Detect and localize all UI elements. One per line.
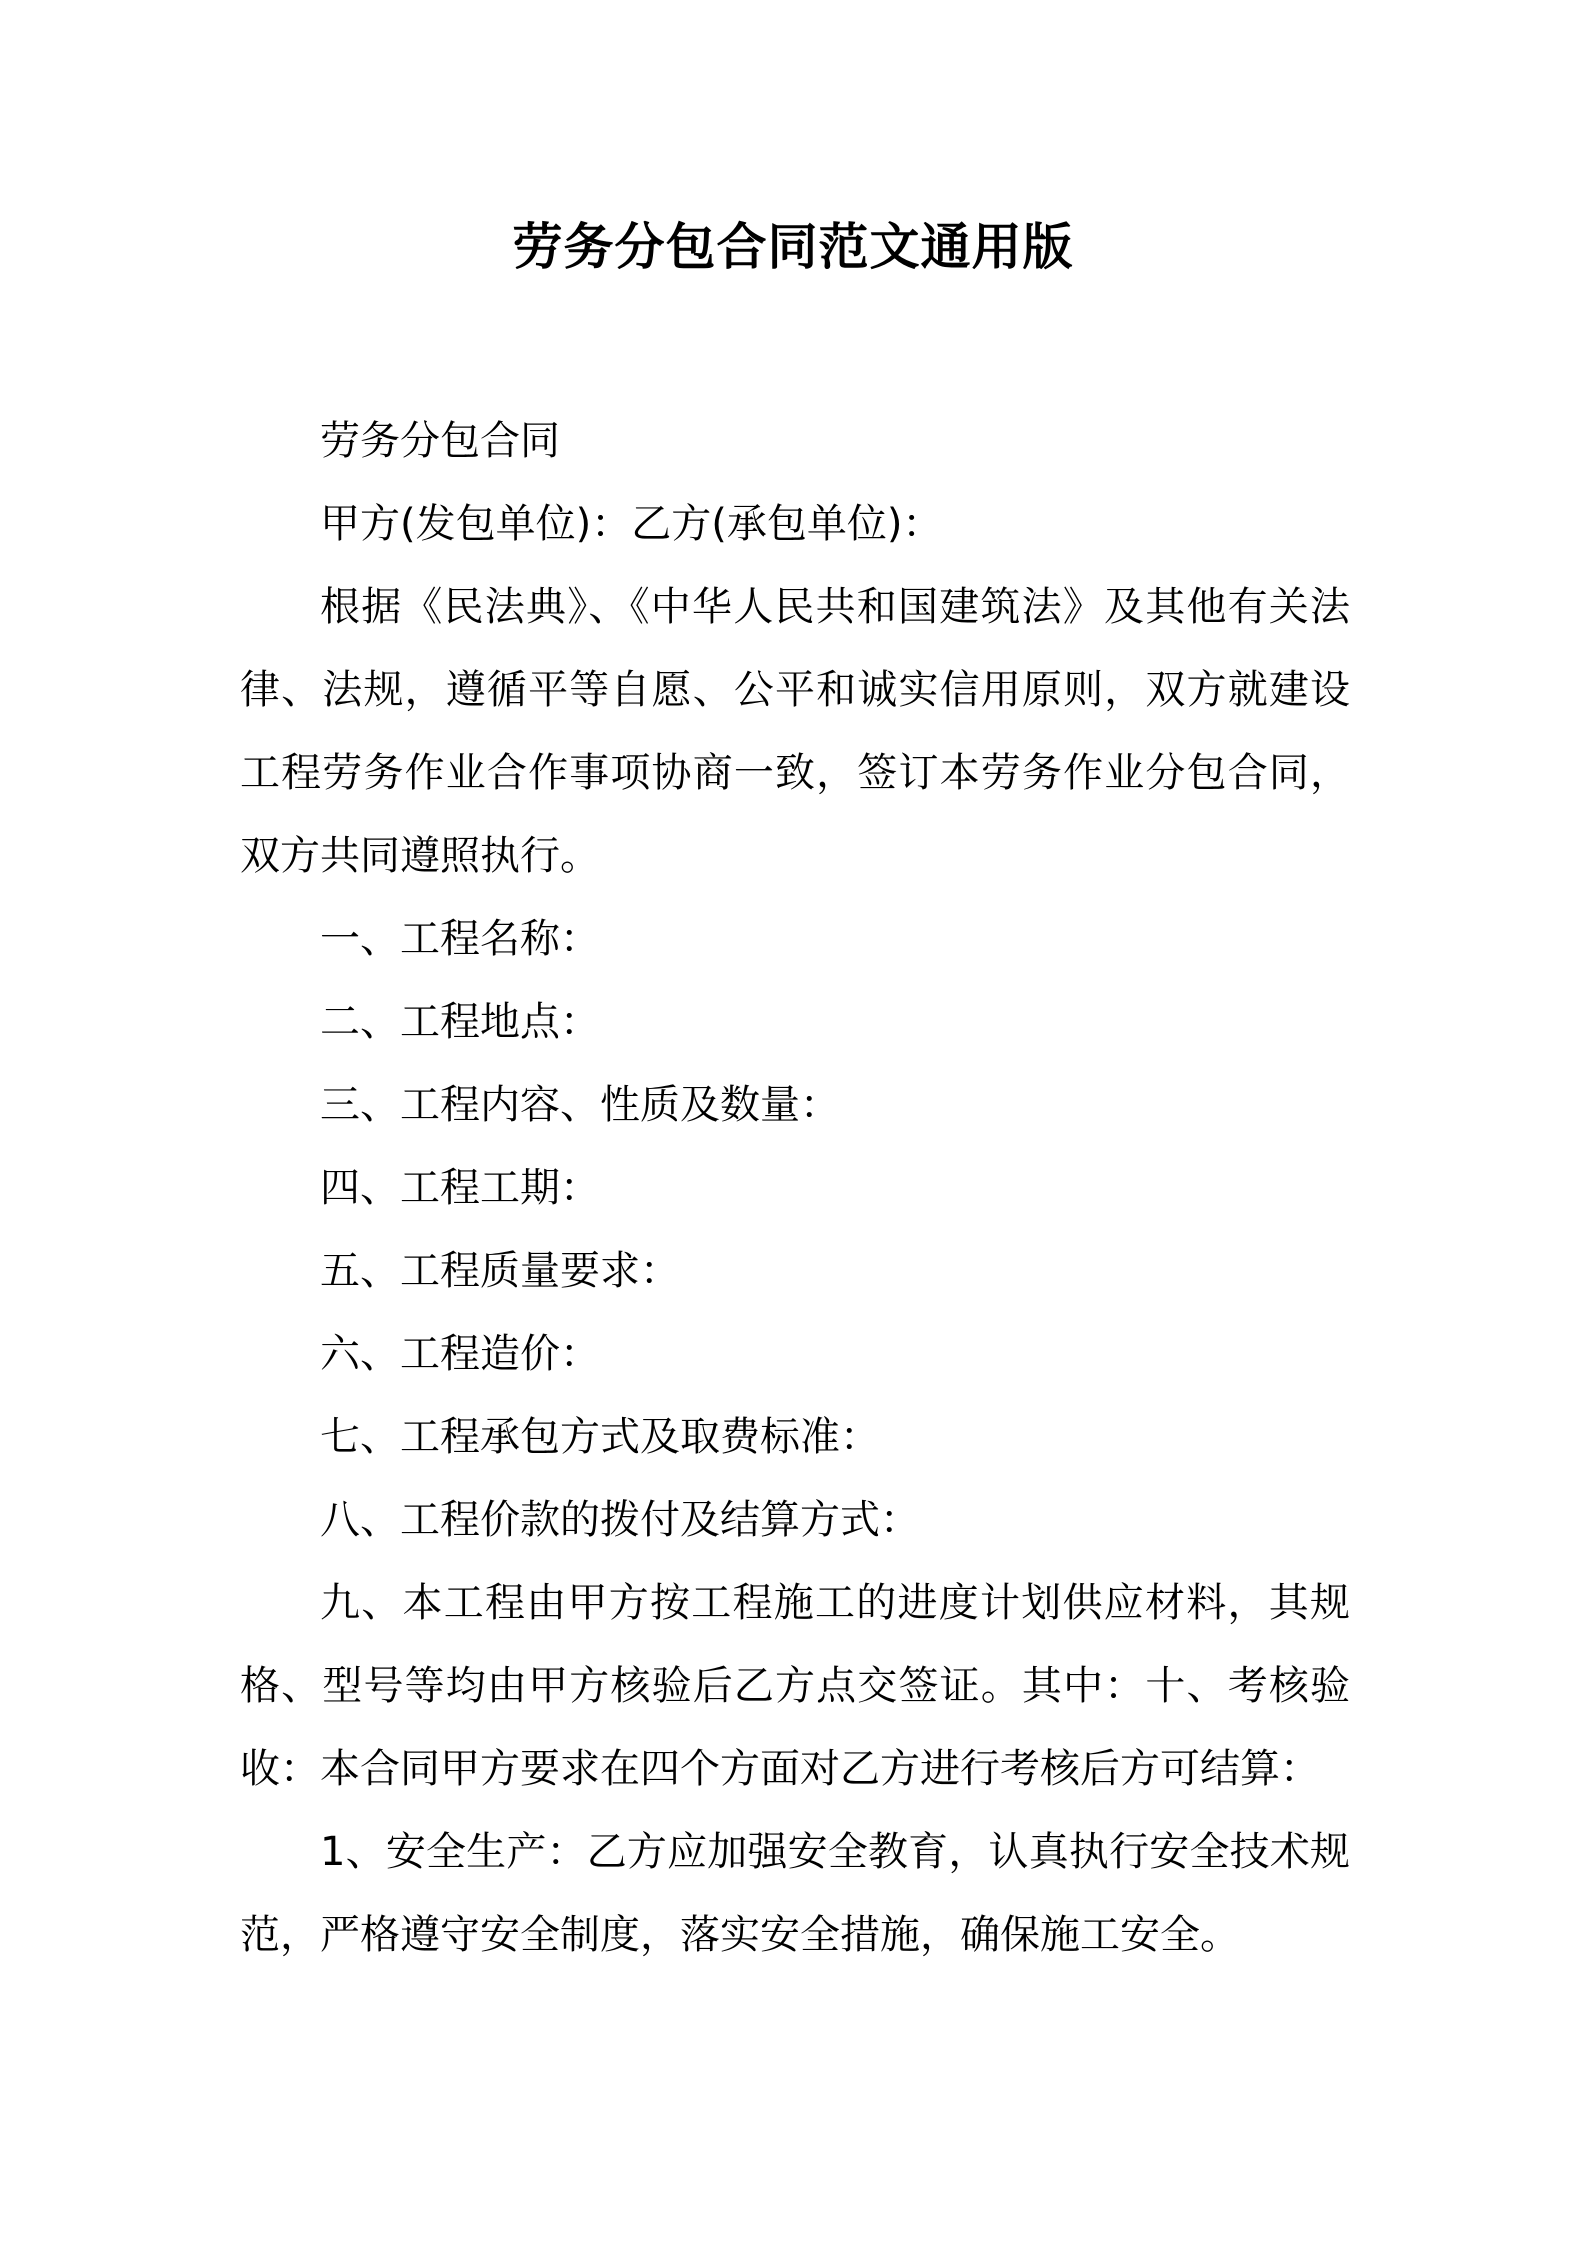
clause-contract-method: 七、工程承包方式及取费标准： (320, 1414, 880, 1460)
clause-payment-settlement: 八、工程价款的拨付及结算方式： (320, 1497, 920, 1543)
clause-project-period: 四、工程工期： (320, 1165, 600, 1211)
document-body (240, 400, 1350, 1977)
clause-quality-requirements: 五、工程质量要求： (320, 1248, 680, 1294)
contract-heading: 劳务分包合同 (320, 418, 560, 464)
clause-project-content: 三、工程内容、性质及数量： (320, 1082, 840, 1128)
clause-project-location: 二、工程地点： (320, 999, 600, 1045)
clause-materials-supply: 九、本工程由甲方按工程施工的进度计划供应材料，其规格、型号等均由甲方核验后乙方点交签证。其中：十、考核验收：本合同甲方要求在四个方面对乙方进行考核后方可结算： (240, 1580, 1350, 1792)
clause-project-cost: 六、工程造价： (320, 1331, 600, 1377)
clause-safety-production: 1、安全生产：乙方应加强安全教育，认真执行安全技术规范，严格遵守安全制度，落实安全措施，确保施工安全。 (240, 1829, 1350, 1958)
parties-line: 甲方(发包单位)：乙方(承包单位)： (320, 501, 943, 547)
clause-project-name: 一、工程名称： (320, 916, 600, 962)
preamble-paragraph: 根据《民法典》、《中华人民共和国建筑法》及其他有关法律、法规，遵循平等自愿、公平和诚实信用原则，双方就建设工程劳务作业合作事项协商一致，签订本劳务作业分包合同，双方共同遵照执行。 (240, 584, 1350, 879)
document-title: 劳务分包合同范文通用版 (512, 218, 1074, 276)
